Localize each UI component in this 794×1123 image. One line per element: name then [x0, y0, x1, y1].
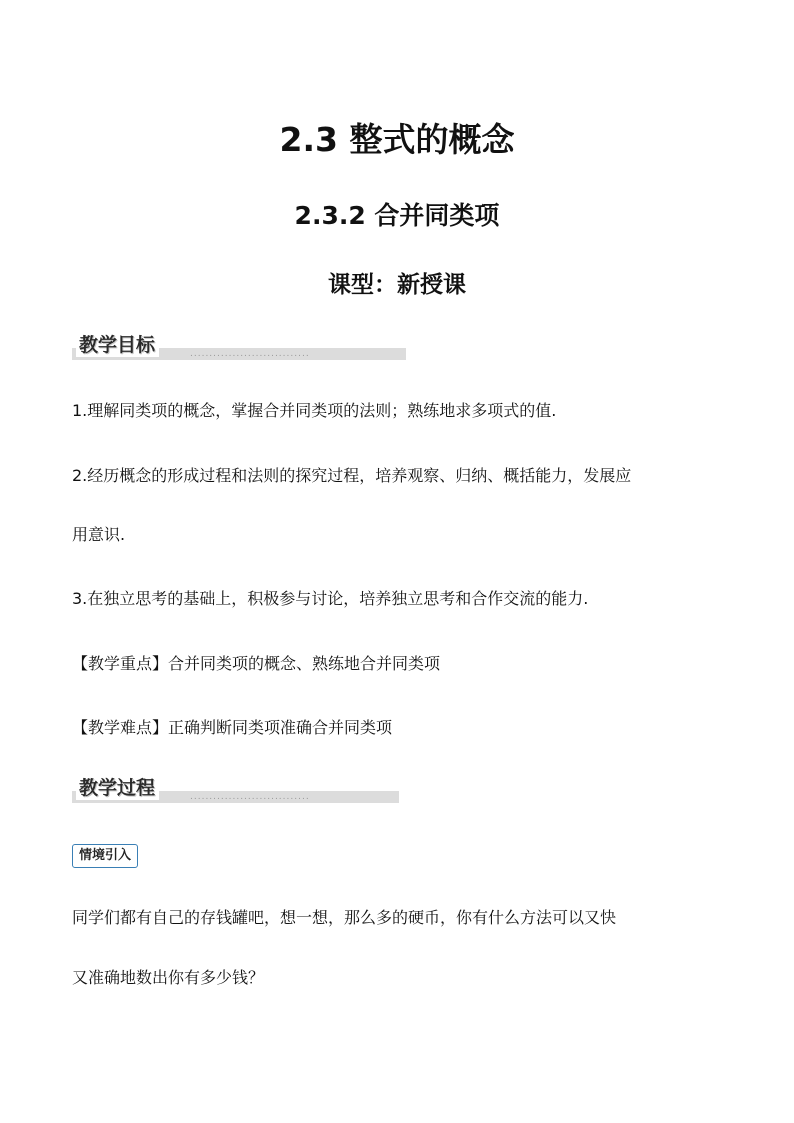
page-title: 2.3 整式的概念 — [279, 120, 515, 159]
goal-item-continued: 用意识. — [72, 525, 126, 544]
goal-item: 1.理解同类项的概念，掌握合并同类项的法则；熟练地求多项式的值. — [72, 401, 557, 420]
difficulty-point: 【教学难点】正确判断同类项准确合并同类项 — [72, 718, 393, 737]
scenario-tag: 情境引入 — [72, 844, 138, 868]
lesson-type: 课型：新授课 — [328, 272, 466, 298]
page-subtitle: 2.3.2 合并同类项 — [294, 201, 500, 230]
intro-text: 同学们都有自己的存钱罐吧，想一想，那么多的硬币，你有什么方法可以又快 — [72, 908, 617, 927]
intro-text: 又准确地数出你有多少钱？ — [72, 968, 265, 987]
section-heading-process: 教学过程 — [76, 776, 159, 800]
goal-item: 2.经历概念的形成过程和法则的探究过程，培养观察、归纳、概括能力，发展应 — [72, 466, 632, 485]
goal-item: 3.在独立思考的基础上，积极参与讨论，培养独立思考和合作交流的能力. — [72, 589, 589, 608]
section-dots: ............................... — [190, 792, 310, 802]
key-point: 【教学重点】合并同类项的概念、熟练地合并同类项 — [72, 654, 441, 673]
section-heading-goals: 教学目标 — [76, 333, 159, 357]
section-dots: ............................... — [190, 349, 310, 359]
